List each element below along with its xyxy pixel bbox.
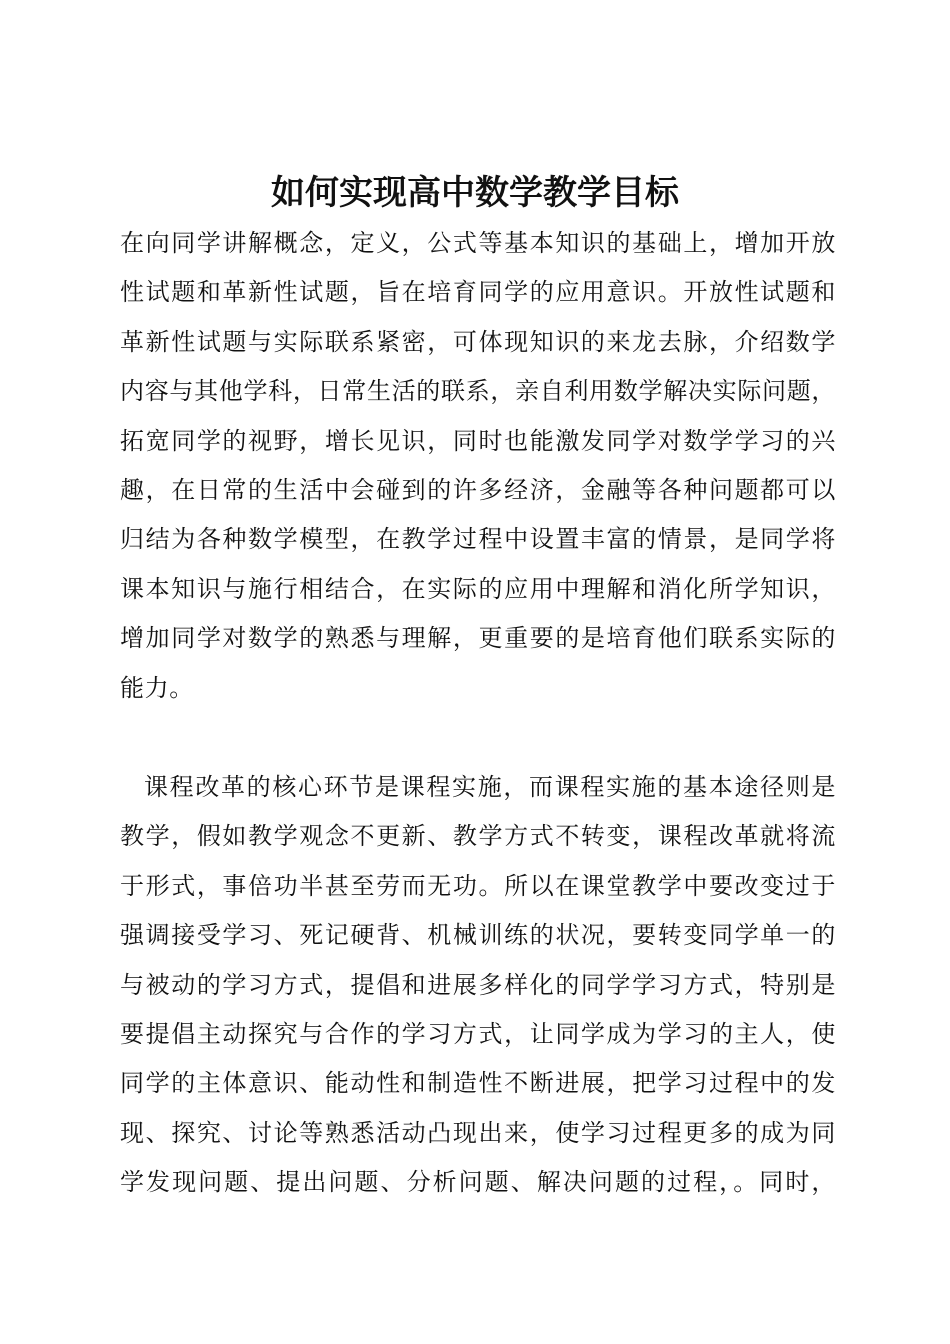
text-line: 在向同学讲解概念，定义，公式等基本知识的基础上，增加开放 [120, 229, 836, 257]
document-title: 如何实现高中数学教学目标 [271, 172, 679, 213]
paragraph-1 [120, 219, 836, 713]
text-line: 能力。 [120, 673, 194, 702]
text-line: 革新性试题与实际联系紧密，可体现知识的来龙去脉，介绍数学 [120, 327, 836, 356]
paragraph-2 [120, 763, 836, 1208]
text-line: 教学，假如教学观念不更新、教学方式不转变，课程改革就将流 [120, 822, 836, 851]
text-line: 现、探究、讨论等熟悉活动凸现出来，使学习过程更多的成为同 [120, 1118, 836, 1147]
text-line: 性试题和革新性试题，旨在培育同学的应用意识。开放性试题和 [120, 278, 836, 307]
text-line: 增加同学对数学的熟悉与理解，更重要的是培育他们联系实际的 [120, 624, 836, 653]
text-line: 趣，在日常的生活中会碰到的许多经济，金融等各种问题都可以 [120, 475, 836, 504]
text-line: 课程改革的核心环节是课程实施，而课程实施的基本途径则是 [144, 773, 836, 801]
text-line: 内容与其他学科，日常生活的联系，亲自利用数学解决实际问题， [120, 377, 836, 406]
text-line: 强调接受学习、死记硬背、机械训练的状况，要转变同学单一的 [120, 921, 836, 950]
text-line: 课本知识与施行相结合，在实际的应用中理解和消化所学知识， [120, 574, 836, 603]
text-line: 与被动的学习方式，提倡和进展多样化的同学学习方式，特别是 [120, 970, 836, 999]
text-line: 学发现问题、提出问题、分析问题、解决问题的过程，。同时， [120, 1168, 836, 1197]
text-line: 拓宽同学的视野，增长见识，同时也能激发同学对数学学习的兴 [120, 426, 836, 455]
text-line: 同学的主体意识、能动性和制造性不断进展，把学习过程中的发 [120, 1069, 836, 1098]
text-line: 要提倡主动探究与合作的学习方式，让同学成为学习的主人，使 [120, 1019, 836, 1048]
text-line: 归结为各种数学模型，在教学过程中设置丰富的情景，是同学将 [120, 525, 836, 554]
text-line: 于形式，事倍功半甚至劳而无功。所以在课堂教学中要改变过于 [120, 871, 836, 900]
